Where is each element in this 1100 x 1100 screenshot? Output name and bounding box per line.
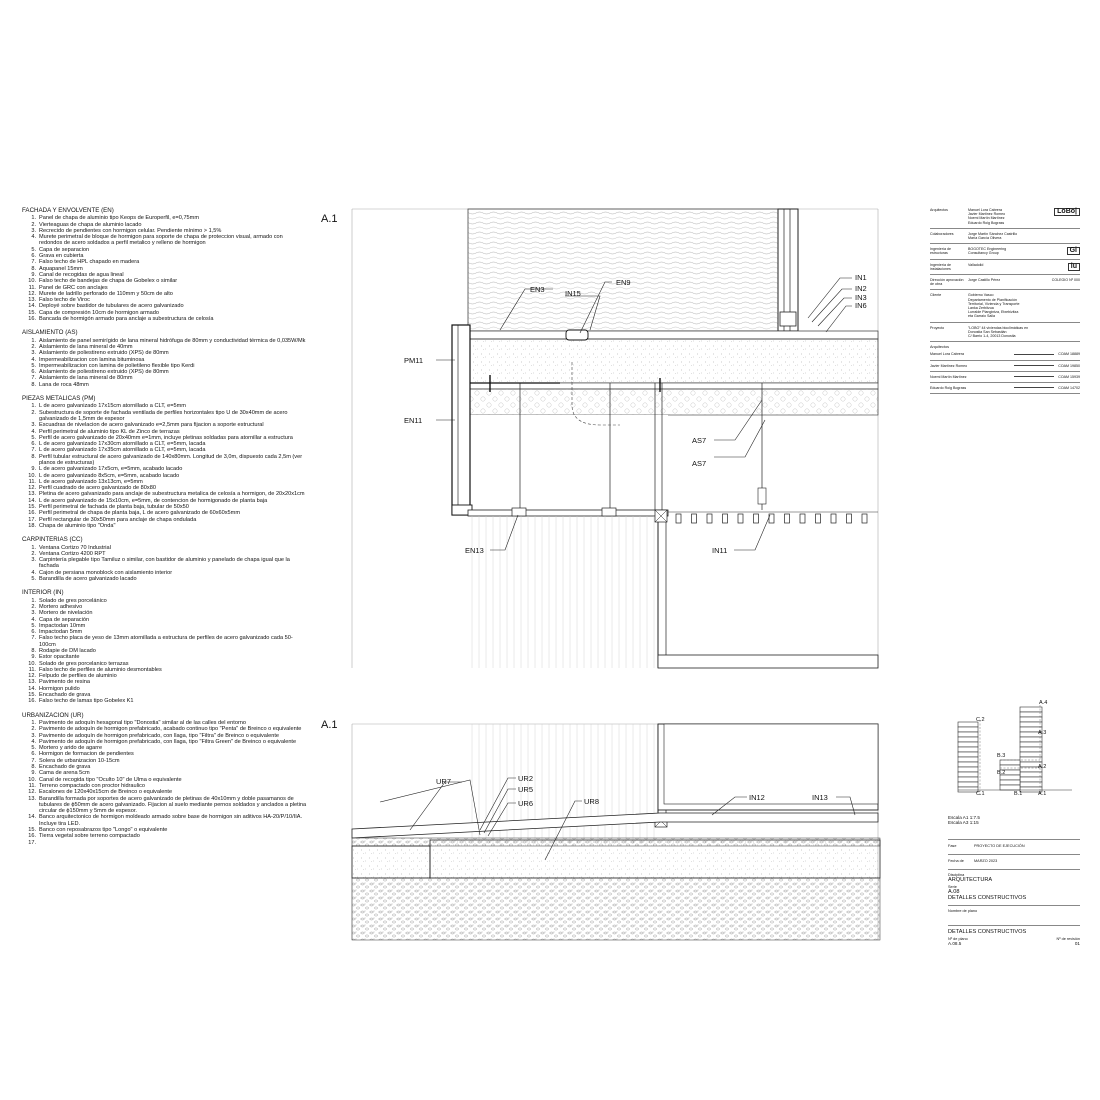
legend-item-text: Tierra vegetal sobre terreno compactado xyxy=(39,833,140,840)
legend-item-text: Cama de arena 5cm xyxy=(39,770,90,777)
legend-item-text: L de acero galvanizado 17x30cm atornillado a CLT, e=5mm, lacada xyxy=(39,441,206,448)
keyplan-floor xyxy=(958,737,978,742)
legend-item-text: L de acero galvanizado 17x5cm, e=5mm, acabado lacado xyxy=(39,466,183,473)
legend-item-number: 5. xyxy=(31,362,36,369)
legend-item-text: Solera de urbanizacion 10-15cm xyxy=(39,757,120,764)
legend-item-text: Falso techo de HPL chapado en madera xyxy=(39,259,140,266)
company-logo: Gi xyxy=(1067,247,1080,255)
legend-item-text: Capa de compresión 10cm de hormigon armado xyxy=(39,309,160,316)
signature-name: Eduardo Roig Bograss xyxy=(930,386,967,391)
callout-pm11: PM11 xyxy=(404,356,424,365)
title-block-key: Ingeniería de instalaciones xyxy=(930,262,951,271)
legend-section-title: PIEZAS METALICAS (PM) xyxy=(22,395,96,403)
title-block-key: Arquitectos xyxy=(930,208,948,212)
legend-item-text: Cajon de persiana monoblock con aislamiento interior xyxy=(39,569,173,576)
legend-item-number: 2. xyxy=(31,343,36,350)
title-block-row xyxy=(930,260,1080,275)
sheet-name: DETALLES CONSTRUCTIVOS xyxy=(948,929,1027,935)
legend-item-number: 16. xyxy=(28,316,36,323)
legend-item-number: 7. xyxy=(31,375,36,382)
callout-in12: IN12 xyxy=(749,793,765,802)
signature-number: COAM 18889 xyxy=(1058,352,1080,357)
legend-item-text: Aislamiento de poliestireno extruido (XPS) de 80mm xyxy=(39,369,169,376)
legend-item-number: 8. xyxy=(31,764,36,771)
legend-item-number: 1. xyxy=(31,544,36,551)
callout-in15: IN15 xyxy=(565,289,581,298)
signature-line xyxy=(1014,375,1054,377)
legend-section-title: FACHADA Y ENVOLVENTE (EN) xyxy=(22,207,114,214)
keyplan-floor xyxy=(1020,722,1042,727)
legend-item-text: Falso techo de perfiles de aluminio desmontables xyxy=(39,666,162,673)
ceiling-lama xyxy=(816,514,821,523)
title-block-key: Cliente xyxy=(930,293,942,298)
keyplan-floor xyxy=(958,742,978,747)
legend-item-text: Bancada de hormigón armado para anclaje a subestructura de celosía xyxy=(39,316,214,323)
svg-text:A.4: A.4 xyxy=(1039,700,1048,706)
svg-text:B.1: B.1 xyxy=(1014,791,1023,797)
legend-item-text: Panel de GRC con anclajes xyxy=(39,284,108,291)
title-block-value: Jorge Martín Sánchez Castrillo María García Olivera xyxy=(968,231,1018,241)
legend-item-number: 8. xyxy=(31,381,36,388)
legend-item-text: Pavimento de adoquín de hormigon prefabricado, con llaga, tipo "Filtra Green" de Breinco o equivalente xyxy=(39,738,297,745)
legend-section-title: URBANIZACION (UR) xyxy=(22,711,84,719)
legend-item-number: 4. xyxy=(31,738,36,745)
signature-line xyxy=(1014,386,1054,388)
legend-item-text: Falso techo de Viroc xyxy=(39,297,90,304)
legend-item-text: Chapa de aluminio tipo "Onda" xyxy=(39,522,116,529)
keyplan-floor xyxy=(1020,747,1042,752)
legend-item-number: 8. xyxy=(31,453,36,460)
legend-item-text: Barandilla de acero galvanizado lacado xyxy=(39,576,137,583)
keyplan-floor xyxy=(958,777,978,782)
legend-item-text: Mortero y arido de agarre xyxy=(39,745,103,752)
ceiling-lama xyxy=(847,514,852,523)
legend-item-text: Capa de separacion xyxy=(39,246,90,253)
legend-item-text: Pavimento de adoquín de hormigon prefabricado, acabado continuo tipo "Penta" de Breinco o equivalente xyxy=(39,726,302,733)
legend-item-number: 4. xyxy=(31,356,36,363)
keyplan-floor xyxy=(958,782,978,787)
legend-item-text: Impermeabilizacion con lamina de polietileno flexible tipo Kerdi xyxy=(39,362,195,369)
keyplan-floor xyxy=(958,727,978,732)
keyplan-floor xyxy=(958,767,978,772)
ceiling-lama xyxy=(754,514,759,523)
ceiling-lama xyxy=(723,514,728,523)
legend-item-number: 3. xyxy=(31,422,36,429)
scale-a3: Escala A3 1:15 xyxy=(948,820,979,825)
legend-item-number: 6. xyxy=(31,369,36,376)
legend-item-text: Rodapie de DM lacado xyxy=(39,648,96,654)
legend-item-number: 16. xyxy=(28,698,36,705)
svg-text:C.1: C.1 xyxy=(976,791,985,797)
legend-item-text: Aquapanel 15mm xyxy=(39,265,83,272)
legend-item-text: Pletina de acero galvanizado para anclaje de subestructura metalica de celosía a hormigon, de 20x20x1cm xyxy=(39,491,305,498)
signature-name: Javier Martínez Romeo xyxy=(930,363,968,368)
legend-item-number: 17. xyxy=(28,516,36,523)
legend-item-number: 2. xyxy=(31,221,36,228)
legend-item-number: 2. xyxy=(31,603,36,610)
callout-in2: IN2 xyxy=(855,284,867,293)
legend-item-text: Impermeabilizacion con lamina bituminosa xyxy=(39,356,145,363)
title-block-lower: Escala A1 1:7.5 Escala A3 1:15 Fase PROYECTO DE EJECUCIÓN Fecha de MARZO 2023 Disciplina ARQUITECTURA Serie A.08 DETALLES CONSTRUCTIVOS Nombre de plano DETALLES CONSTRUCTIVOS Nº de plano Nº de revisión A.08.5 01 xyxy=(948,815,1080,946)
legend-item-text: Lana de roca 48mm xyxy=(39,381,89,388)
legend-item-text: Pavimento de resina xyxy=(39,679,90,686)
key-plan xyxy=(958,700,1072,797)
legend-item-number: 4. xyxy=(31,234,36,241)
legend-item-number: 9. xyxy=(31,770,36,777)
svg-text:A.2: A.2 xyxy=(1038,764,1047,770)
legend-item-text: Ventana Cortizo 70 Industrial xyxy=(39,544,111,551)
legend-item-number: 15. xyxy=(28,692,36,699)
ceiling-lama xyxy=(785,514,790,523)
legend-item-number: 6. xyxy=(31,253,36,260)
legend-item-number: 10. xyxy=(28,278,36,285)
legend-item-text: Deployé sobre bastidor de tubulares de acero galvanizado xyxy=(39,303,184,310)
title-block xyxy=(930,205,1080,394)
legend-item-number: 11. xyxy=(28,666,36,673)
ceiling-lama xyxy=(800,514,805,523)
legend-item-text: Barandilla formada por soportes de acero galvanizado de pletinas de 40x10mm y doble pasamanos de tubulares de ϕ50mm de acero galvanizado. Fijacion al suelo mediante pernos soldados y anclados a pletina circular de ϕ150mm y 5mm de espesor. xyxy=(39,795,307,815)
keyplan-floor xyxy=(1020,772,1042,777)
sheet-number: A.08.5 xyxy=(948,941,962,946)
legend-item-number: 5. xyxy=(31,576,36,583)
keyplan-floor xyxy=(1020,707,1042,712)
ceiling-lama xyxy=(692,514,697,523)
legend-item-text: Hormigon pulido xyxy=(39,685,80,692)
legend-item-number: 11. xyxy=(28,478,36,485)
legend-item-number: 11. xyxy=(28,284,36,291)
legend-item-text: Aislamiento de panel semirígido de lana mineral hidrófuga de 80mm y conductividad térmica de 0,035W/Mk xyxy=(39,337,306,344)
title-block-row xyxy=(930,290,1080,322)
legend-item-text: L de acero galvanizado 13x13cm, e=5mm xyxy=(39,478,143,485)
legend-item-text: Estor opacitante xyxy=(39,654,80,661)
title-block-value: BOGOTEC Engineering Consultancy Group xyxy=(968,247,1007,256)
legend-item-text: Grava en cubierta xyxy=(39,253,84,260)
signature-row xyxy=(930,349,1080,360)
legend-item-number: 1. xyxy=(31,597,36,604)
legend-item-text: Falso techo de bandejas de chapa de Gobelex o similar xyxy=(39,278,178,285)
keyplan-floor xyxy=(958,732,978,737)
keyplan-floor xyxy=(1000,780,1020,785)
legend-item-text: Impactodan 5mm xyxy=(39,629,83,636)
legend-item-number: 9. xyxy=(31,466,36,473)
legend-item-number: 2. xyxy=(31,550,36,557)
legend-item-number: 14. xyxy=(28,303,36,310)
legend-item-number: 15. xyxy=(28,309,36,316)
title-block-value: Gobierno Vasco Departamento de Planificación Territorial, Vivienda y Transporte Lanka Zerbitzua Lurralde Plangintza, Etxebizitza eta Garraio Saila xyxy=(968,293,1020,319)
title-block-key: Dirección aprovación de obra xyxy=(930,278,964,287)
title-block-row xyxy=(930,275,1080,290)
callout-en13: EN13 xyxy=(465,546,484,555)
legend-item-number: 7. xyxy=(31,635,36,642)
legend-item-number: 11. xyxy=(28,782,36,789)
keyplan-floor xyxy=(958,747,978,752)
series-value: A.08 xyxy=(948,889,960,895)
legend-item-number: 17. xyxy=(28,839,36,846)
legend-item-number: 15. xyxy=(28,504,36,511)
legend-item-text: Canal de recogidas de agua lineal xyxy=(39,271,124,278)
legend-item-text: Hormigon de formacion de pendientes xyxy=(39,751,134,758)
keyplan-floor xyxy=(1020,712,1042,717)
legend-item-number: 16. xyxy=(28,833,36,840)
title-block-key: Ingeniería de estructuras xyxy=(930,247,951,256)
callout-in6: IN6 xyxy=(855,301,867,310)
keyplan-floor xyxy=(958,762,978,767)
legend-item-text: Falso techo de lamas tipo Gobelex K1 xyxy=(39,698,134,705)
legend-item-number: 12. xyxy=(28,290,36,297)
legend-item-number: 10. xyxy=(28,776,36,783)
legend-item-number: 13. xyxy=(28,491,36,498)
legend-item-number: 1. xyxy=(31,719,36,726)
legend-item-number: 9. xyxy=(31,654,36,661)
legend-item-text: Aislamiento de lana mineral de 80mm xyxy=(39,375,133,382)
title-block-row xyxy=(930,323,1080,343)
callout-in1: IN1 xyxy=(855,273,867,282)
title-block-key: Proyecto xyxy=(930,325,945,330)
svg-text:A.3: A.3 xyxy=(1038,730,1047,736)
legend-item-text: Perfil perimetral de aluminio tipo KL de Zinco de terrazas xyxy=(39,428,180,435)
signature-row xyxy=(930,383,1080,394)
legend-item-number: 3. xyxy=(31,610,36,617)
callout-ur7: UR7 xyxy=(436,777,452,786)
legend-section-title: INTERIOR (IN) xyxy=(22,589,64,597)
legend-item-text: Perfil de acero galvanizado de 20x40mm e=1mm, incluye pletinas soldadas para atornillar a estructura xyxy=(39,434,293,441)
legend-item-number: 2. xyxy=(31,726,36,733)
revision-number: 01 xyxy=(1074,941,1080,946)
legend-item-text: Pavimento de adoquín hexagonal tipo "Donostia" similar al de las calles del entorno xyxy=(39,719,247,726)
keyplan-floor xyxy=(1020,717,1042,722)
legend-item-text: L de acero galvanizado 17x15cm atornillado a CLT, e=5mm xyxy=(39,403,186,410)
title-block-value: Jorge Castillo Pérez xyxy=(968,278,1001,283)
legend-item-number: 5. xyxy=(31,622,36,629)
keyplan-floor xyxy=(1020,737,1042,742)
legend-item-text: Encachado de grava xyxy=(39,764,91,771)
legend-item-text: Perfil tubular estructural de acero galvanizado de 140x80mm. Longitud de 3,0m, dispuesto cada 2,5m (ver planos de estructuras) xyxy=(39,453,303,466)
phase-value: PROYECTO DE EJECUCIÓN xyxy=(974,844,1025,848)
legend-item-text: Escuadras de nivelacion de acero galvanizado e=2,5mm para fijacion a soporte estructural xyxy=(39,422,264,429)
legend-item-number: 5. xyxy=(31,434,36,441)
legend-item-text: Impactodan 10mm xyxy=(39,622,86,629)
callout-ur8: UR8 xyxy=(584,797,600,806)
registration-number: COLEGIO Nº 000 xyxy=(1051,278,1080,283)
legend-item-text: Panel de chapa de aluminio tipo Keops de Europerfil, e=0,75mm xyxy=(39,215,199,222)
legend-item-number: 4. xyxy=(31,569,36,576)
legend-item-number: 6. xyxy=(31,441,36,448)
callout-in11: IN11 xyxy=(712,546,728,555)
legend-item-text: Murete perimetral de bloque de hormigon para soporte de chapa de proteccion visual, armado con redondos de acero soldados a perfil metalico y relleno de hormigon xyxy=(39,234,283,247)
legend-item-number: 1. xyxy=(31,215,36,222)
legend-item-number: 3. xyxy=(31,732,36,739)
legend-item-number: 12. xyxy=(28,789,36,796)
legend-item-text: Aislamiento de poliestireno extruido (XPS) de 80mm xyxy=(39,350,169,357)
legend-item-number: 10. xyxy=(28,472,36,479)
ceiling-lama xyxy=(862,514,867,523)
legend-item-text: Mortero adhesivo xyxy=(39,603,83,610)
legend-item-number: 12. xyxy=(28,673,36,680)
legend-section-title: CARPINTERIAS (CC) xyxy=(22,536,83,544)
legend-item-text: Perfil cuadrado de acero galvanizado de 80x80 xyxy=(39,485,156,492)
legend-item-number: 14. xyxy=(28,814,36,821)
signature-row xyxy=(930,372,1080,383)
callout-as7a: AS7 xyxy=(692,436,707,445)
keyplan-floor xyxy=(1020,752,1042,757)
callout-en11: EN11 xyxy=(404,416,423,425)
legend-item-number: 14. xyxy=(28,497,36,504)
legend-section-title: AISLAMIENTO (AS) xyxy=(22,329,78,337)
keyplan-floor xyxy=(1020,782,1042,787)
legend-item-text: Murete de ladrillo perforado de 110mm y 50cm de alto xyxy=(39,290,173,297)
keyplan-floor xyxy=(958,757,978,762)
legend-item-number: 2. xyxy=(31,409,36,416)
callout-ur2: UR2 xyxy=(518,774,534,783)
legend-item-text: L de acero galvanizado 8x5cm, e=5mm, acabado lacado xyxy=(39,472,180,479)
detail-a1-bottom-label: A.1 xyxy=(321,719,338,731)
discipline-value: ARQUITECTURA xyxy=(948,877,993,883)
legend-item-text: Perfil perimetral de fachada de planta baja, tubular de 50x50 xyxy=(39,504,189,511)
svg-text:B.3: B.3 xyxy=(997,753,1006,759)
legend-item-number: 4. xyxy=(31,616,36,623)
legend-item-text: Falso techo placa de yeso de 13mm atornillada a estructura de perfiles de acero galvanizado cada 50-100cm xyxy=(39,635,293,648)
legend-item-number: 7. xyxy=(31,259,36,266)
company-logo: LoBo| xyxy=(1054,208,1080,216)
callout-in13: IN13 xyxy=(812,793,828,802)
legend-item-number: 4. xyxy=(31,428,36,435)
keyplan-floor xyxy=(958,752,978,757)
legend-item-text: Perfil rectangular de 30x50mm para anclaje de chapa ondulada xyxy=(39,516,197,523)
signatures-title: Arquitectos xyxy=(930,345,949,350)
legend-item-number: 6. xyxy=(31,629,36,636)
callout-ur5: UR5 xyxy=(518,785,534,794)
callout-en3: EN3 xyxy=(530,285,545,294)
svg-text:B.2: B.2 xyxy=(997,770,1006,776)
signature-name: Noemi Martín Martínez xyxy=(930,374,967,379)
signature-name: Manuel Lora Cabrera xyxy=(930,352,964,357)
legend-item-text: Escalones de 120x40x15cm de Breinco o equivalente xyxy=(39,789,173,796)
signature-row xyxy=(930,361,1080,372)
legend-item-number: 15. xyxy=(28,827,36,834)
keyplan-floor xyxy=(1020,742,1042,747)
legend-item-text: Solado de gres porcelanico terrazas xyxy=(39,660,129,667)
keyplan-floor xyxy=(958,772,978,777)
legend-item-text: L de acero galvanizado de 15x10cm, e=5mm, de contencion de hormigonado de planta baja xyxy=(39,497,268,504)
legend-item-number: 3. xyxy=(31,350,36,357)
legend-item-number: 13. xyxy=(28,679,36,686)
title-block-value: "LOBO" 44 viviendas bioclimáticas en Donostia San Sebastián C/ Barrio 1-4, 20013 Donostia xyxy=(968,325,1029,339)
legend-item-number: 13. xyxy=(28,795,36,802)
title-block-value: Manuel Lora Cabrera Javier Martínez Romeo Noemi Martín Martínez Eduardo Roig Bograss xyxy=(968,208,1006,225)
legend-item-number: 1. xyxy=(31,337,36,344)
callout-as7b: AS7 xyxy=(692,459,707,468)
signature-line xyxy=(1014,352,1054,354)
legend-item-text: Carpintería plegable tipo Tamiluz o similar, con bastidor de aluminio y panelado de chapa igual que la fachada xyxy=(39,557,290,570)
signature-number: COAM 15939 xyxy=(1058,374,1080,379)
title-block-row xyxy=(930,205,1080,229)
legend-item-text: Pavimento de adoquín de hormigon prefabricado, con llaga, tipo "Filtra" de Breinco o equivalente xyxy=(39,732,279,739)
svg-text:C.2: C.2 xyxy=(976,717,985,723)
ceiling-lama xyxy=(831,514,836,523)
legend-item-text: Perfil perimetral de chapa de planta baja, L de acero galvanizado de 60x60x5mm xyxy=(39,510,240,517)
legend-item-text: Capa de separación xyxy=(39,616,90,623)
legend-item-number: 12. xyxy=(28,485,36,492)
legend-item-number: 3. xyxy=(31,227,36,234)
title-block-row xyxy=(930,229,1080,244)
legend-item-number: 18. xyxy=(28,522,36,529)
detail-a1-top-label: A.1 xyxy=(321,213,338,225)
keyplan-floor xyxy=(1000,785,1020,790)
legend-item-number: 6. xyxy=(31,751,36,758)
legend-item-number: 8. xyxy=(31,648,36,654)
signature-number: COAM 14702 xyxy=(1058,386,1080,391)
legend-item-text: Vierteaguas de chapa de aluminio lacado xyxy=(39,221,142,228)
svg-text:A.1: A.1 xyxy=(1038,791,1047,797)
legend-item-text: Aislamiento de lana mineral de 40mm xyxy=(39,343,133,350)
legend-item-text: Banco con reposabrazos tipo "Longo" o equivalente xyxy=(39,827,168,834)
callout-ur6: UR6 xyxy=(518,799,534,808)
legend-item-number: 1. xyxy=(31,403,36,410)
legend-item-number: 8. xyxy=(31,265,36,272)
legend-item-text: Subestructura de soporte de fachada ventilada de perfiles horizontales tipo U de 30x40mm de acero galvanizado de 1,5mm de espesor xyxy=(39,409,288,422)
legend-item-text: Canal de recogida tipo "Oculto 10" de Ulma o equivalente xyxy=(39,776,182,783)
legend-item-text: Encachado de grava xyxy=(39,692,91,699)
series-name: DETALLES CONSTRUCTIVOS xyxy=(948,895,1027,901)
keyplan-floor xyxy=(1020,757,1042,762)
legend-item-text: Recrecido de pendientes con hormigon celular. Pendiente mínimo > 1,5% xyxy=(39,227,222,234)
legend-item-text: L de acero galvanizado 17x35cm atornillado a CLT, e=5mm, lacada xyxy=(39,447,206,454)
legend-item-number: 5. xyxy=(31,745,36,752)
signature-line xyxy=(1014,364,1054,366)
legend-item-number: 10. xyxy=(28,660,36,667)
keyplan-floor xyxy=(1000,760,1020,765)
legend-item-number: 16. xyxy=(28,510,36,517)
legend-item-text: Mortero de nivelación xyxy=(39,610,93,617)
legend-item-text: Banco arquitectonico de hormigon moldeado armado sobre base de hormigon sin aditivos HA-20/P/10/IIA. Incluye tira LED. xyxy=(39,814,303,827)
legend-item-text: Felpudo de perfiles de aluminio xyxy=(39,673,117,680)
title-block-row xyxy=(930,244,1080,259)
legend-item-text: Solado de gres porcelánico xyxy=(39,597,107,604)
company-logo: lu xyxy=(1068,263,1080,271)
legend-item-number: 9. xyxy=(31,271,36,278)
legend-item-number: 14. xyxy=(28,685,36,692)
scale-a1: Escala A1 1:7.5 xyxy=(948,815,980,820)
legend-item-number: 13. xyxy=(28,297,36,304)
legend-item-number: 7. xyxy=(31,757,36,764)
keyplan-floor xyxy=(1020,777,1042,782)
legend-item-number: 3. xyxy=(31,557,36,564)
legend-item-text: Ventana Cortizo 4200 RPT xyxy=(39,550,106,557)
legend-item-number: 7. xyxy=(31,447,36,454)
title-block-key: Colaboradores xyxy=(930,231,954,236)
callout-en9: EN9 xyxy=(616,278,631,287)
title-block-value: Valladolid xyxy=(968,262,984,267)
keyplan-floor xyxy=(958,787,978,792)
callout-in3: IN3 xyxy=(855,293,867,302)
legend-item-number: 5. xyxy=(31,246,36,253)
keyplan-floor xyxy=(958,722,978,727)
ceiling-lama xyxy=(707,514,712,523)
signature-number: COAM 19850 xyxy=(1058,363,1080,368)
ceiling-lama xyxy=(738,514,743,523)
legend-item-text: Terreno compactado con proctor hidraulico xyxy=(39,782,146,789)
date-value: MARZO 2023 xyxy=(974,859,998,863)
ceiling-lama xyxy=(676,514,681,523)
